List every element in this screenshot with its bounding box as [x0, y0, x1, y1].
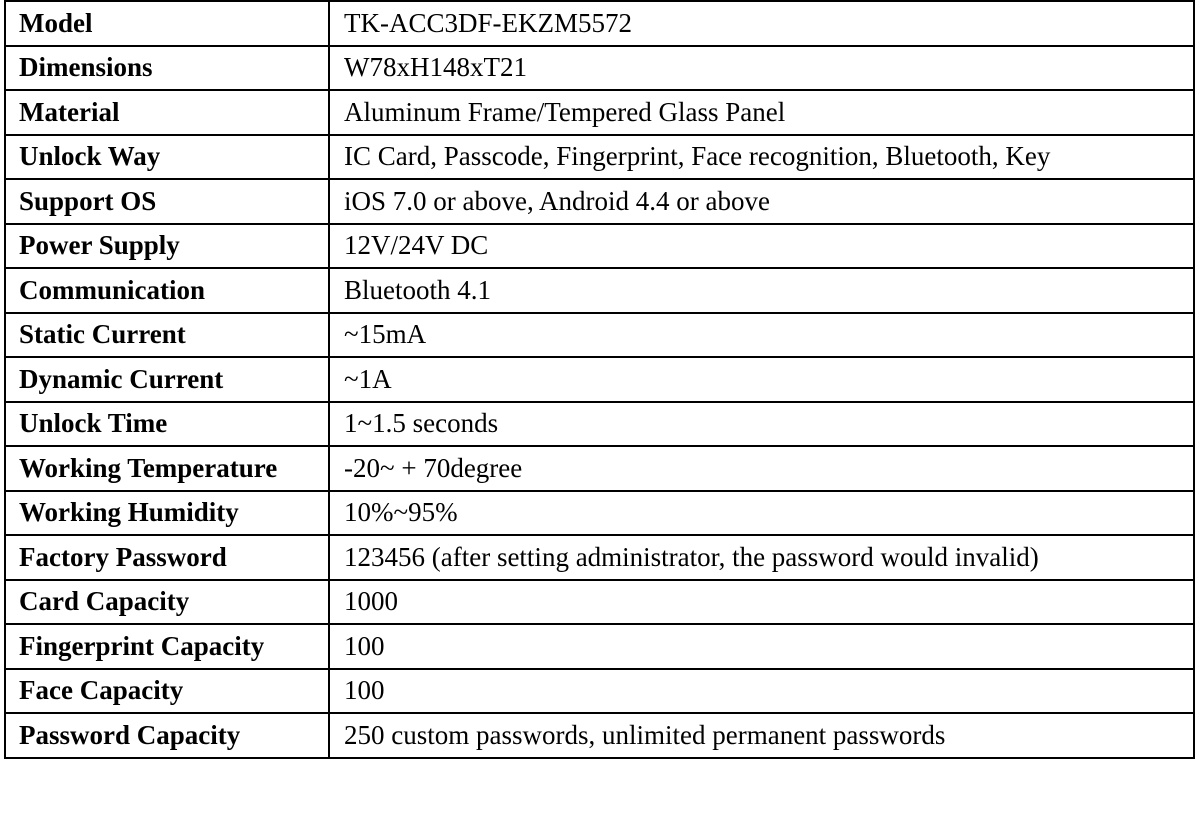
spec-label: Factory Password — [5, 535, 329, 580]
spec-label: Face Capacity — [5, 669, 329, 714]
spec-value: iOS 7.0 or above, Android 4.4 or above — [329, 179, 1194, 224]
table-row — [5, 313, 1194, 358]
table-row — [5, 535, 1194, 580]
spec-label: Fingerprint Capacity — [5, 624, 329, 669]
spec-label: Working Temperature — [5, 446, 329, 491]
spec-value: TK-ACC3DF-EKZM5572 — [329, 1, 1194, 46]
table-row — [5, 135, 1194, 180]
spec-value: 100 — [329, 669, 1194, 714]
table-row — [5, 446, 1194, 491]
spec-label: Working Humidity — [5, 491, 329, 536]
spec-value: 123456 (after setting administrator, the password would invalid) — [329, 535, 1194, 580]
table-row — [5, 402, 1194, 447]
table-row — [5, 1, 1194, 46]
spec-value: 100 — [329, 624, 1194, 669]
spec-value: ~15mA — [329, 313, 1194, 358]
spec-value: Aluminum Frame/Tempered Glass Panel — [329, 90, 1194, 135]
spec-label: Communication — [5, 268, 329, 313]
table-row — [5, 46, 1194, 91]
table-row — [5, 580, 1194, 625]
table-row — [5, 624, 1194, 669]
table-row — [5, 357, 1194, 402]
spec-value: 12V/24V DC — [329, 224, 1194, 269]
spec-label: Dimensions — [5, 46, 329, 91]
spec-label: Model — [5, 1, 329, 46]
spec-value: 1~1.5 seconds — [329, 402, 1194, 447]
spec-value: -20~ + 70degree — [329, 446, 1194, 491]
spec-label: Material — [5, 90, 329, 135]
spec-value: 1000 — [329, 580, 1194, 625]
spec-label: Password Capacity — [5, 713, 329, 758]
spec-label: Unlock Time — [5, 402, 329, 447]
spec-value: ~1A — [329, 357, 1194, 402]
table-row — [5, 491, 1194, 536]
table-row — [5, 268, 1194, 313]
spec-label: Power Supply — [5, 224, 329, 269]
spec-value: Bluetooth 4.1 — [329, 268, 1194, 313]
spec-value: IC Card, Passcode, Fingerprint, Face recognition, Bluetooth, Key — [329, 135, 1194, 180]
spec-label: Static Current — [5, 313, 329, 358]
specification-table — [4, 0, 1195, 759]
spec-value: 250 custom passwords, unlimited permanent passwords — [329, 713, 1194, 758]
spec-label: Unlock Way — [5, 135, 329, 180]
spec-value: W78xH148xT21 — [329, 46, 1194, 91]
spec-label: Card Capacity — [5, 580, 329, 625]
table-row — [5, 90, 1194, 135]
spec-label: Dynamic Current — [5, 357, 329, 402]
table-row — [5, 179, 1194, 224]
table-row — [5, 224, 1194, 269]
table-row — [5, 669, 1194, 714]
table-row — [5, 713, 1194, 758]
spec-value: 10%~95% — [329, 491, 1194, 536]
spec-label: Support OS — [5, 179, 329, 224]
